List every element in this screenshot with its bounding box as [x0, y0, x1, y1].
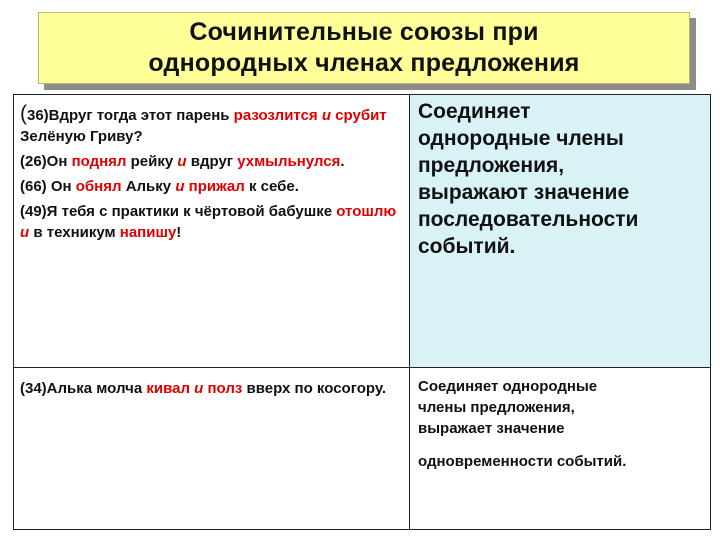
conjunctions-table	[13, 94, 711, 530]
definition-cell-sequential	[410, 95, 711, 368]
definition-line: однородные члены	[418, 127, 624, 150]
examples-list	[14, 368, 409, 399]
definition-line: выражает значение	[418, 420, 565, 437]
homogeneous-member: кивал	[146, 380, 190, 397]
conjunction: и	[317, 107, 336, 124]
example-text: вдруг	[186, 153, 238, 170]
definition-line: выражают значение	[418, 181, 630, 204]
example-text: в техникум	[33, 224, 120, 241]
homogeneous-member: полз	[207, 380, 243, 397]
examples-cell-sequential	[14, 95, 410, 368]
homogeneous-member: отошлю	[336, 203, 397, 220]
definition-line: члены предложения,	[418, 399, 575, 416]
example-text: 36)Вдруг тогда этот парень	[27, 107, 234, 124]
conjunction: и	[177, 153, 187, 170]
example-text: (26)Он	[20, 153, 72, 170]
homogeneous-member: напишу	[119, 224, 177, 241]
example-text: Альку	[121, 178, 176, 195]
definition-cell-simultaneous	[410, 368, 711, 530]
homogeneous-member: срубит	[335, 107, 387, 124]
conjunction: и	[20, 224, 34, 241]
homogeneous-member: ухмыльнулся	[237, 153, 341, 170]
definition-line: Соединяет	[418, 100, 531, 123]
example-ex49	[14, 201, 409, 243]
definition-sequential	[410, 95, 710, 260]
definition-line: предложения,	[418, 154, 565, 177]
definition-line: событий.	[418, 235, 516, 258]
example-text: (66) Он	[20, 178, 76, 195]
homogeneous-member: прижал	[188, 178, 245, 195]
example-text: .	[340, 153, 345, 170]
definition-line	[418, 439, 710, 451]
definition-line: последовательности	[418, 208, 639, 231]
examples-list	[14, 95, 409, 243]
example-text: вверх по косогору.	[242, 380, 387, 397]
conjunction: и	[189, 380, 208, 397]
example-text: (49)Я тебя с практики к чёртовой бабушке	[20, 203, 337, 220]
example-text: !	[176, 224, 182, 241]
homogeneous-member: обнял	[75, 178, 122, 195]
example-ex26	[14, 151, 409, 172]
example-text: (34)Алька молча	[20, 380, 147, 397]
example-text: к себе.	[244, 178, 299, 195]
example-ex66	[14, 176, 409, 197]
definition-line: Соединяет однородные	[418, 378, 598, 395]
slide-title	[38, 12, 690, 84]
example-text: рейку	[126, 153, 178, 170]
definition-simultaneous	[410, 368, 710, 472]
definition-line: одновременности событий.	[418, 453, 627, 470]
table-row-sequential	[14, 95, 711, 368]
homogeneous-member: разозлится	[233, 107, 318, 124]
examples-cell-simultaneous	[14, 368, 410, 530]
example-text: Зелёную Гриву?	[20, 128, 143, 145]
example-ex36	[14, 103, 409, 147]
title-line-2: однородных членах предложения	[148, 49, 580, 77]
title-line-1: Сочинительные союзы при	[189, 18, 539, 46]
example-ex34	[14, 378, 409, 399]
homogeneous-member: поднял	[71, 153, 127, 170]
example-text: (	[20, 102, 27, 125]
conjunction: и	[175, 178, 185, 195]
table-row-simultaneous	[14, 368, 711, 530]
